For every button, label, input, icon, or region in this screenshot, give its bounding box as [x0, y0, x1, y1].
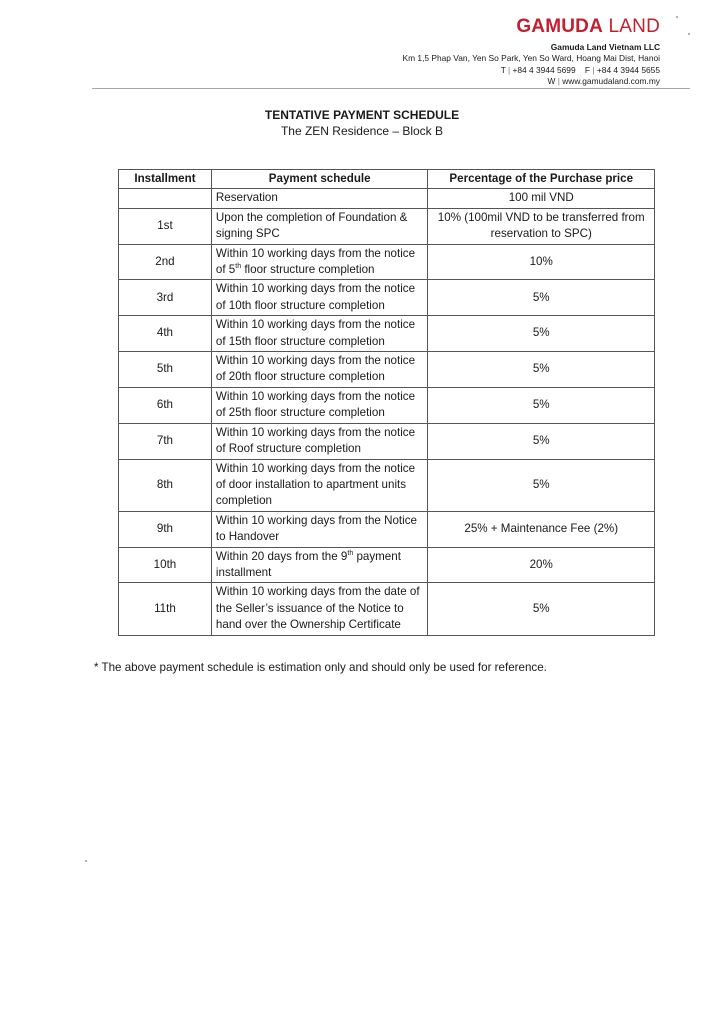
installment-cell: 9th [119, 511, 212, 547]
ordinal-suffix: th [347, 549, 354, 557]
table-row [119, 511, 655, 547]
table-row [119, 459, 655, 511]
percentage-cell: 20% [428, 547, 655, 583]
header-payment-schedule: Payment schedule [211, 170, 428, 189]
table-row [119, 547, 655, 583]
schedule-cell [211, 244, 428, 280]
web-separator: | [557, 76, 560, 87]
table-row [119, 387, 655, 423]
percentage-cell: 5% [428, 423, 655, 459]
installment-cell: 2nd [119, 244, 212, 280]
percentage-cell: 5% [428, 459, 655, 511]
percentage-cell: 100 mil VND [428, 189, 655, 208]
installment-cell: 5th [119, 352, 212, 388]
company-name: Gamuda Land Vietnam LLC [550, 42, 660, 52]
web-label: W [547, 76, 556, 87]
tel-number: +84 4 3944 5699 [512, 64, 576, 75]
schedule-text: Within 20 days from the 9 [215, 549, 348, 563]
logo-light-text: LAND [608, 16, 660, 37]
header-percentage: Percentage of the Purchase price [428, 170, 655, 189]
schedule-cell: Within 10 working days from the date of the Seller’s issuance of the Notice to hand over the Ownership Certificate [211, 583, 428, 635]
table-row [119, 352, 655, 388]
installment-cell: 7th [119, 423, 212, 459]
schedule-cell: Within 10 working days from the notice of 20th floor structure completion [211, 352, 428, 388]
schedule-cell: Within 10 working days from the notice of 10th floor structure completion [211, 280, 428, 316]
schedule-cell: Within 10 working days from the notice of Roof structure completion [211, 423, 428, 459]
website-link[interactable]: www.gamudaland.com.my [562, 76, 660, 87]
ordinal-suffix: th [235, 263, 242, 271]
tel-separator: | [507, 64, 511, 75]
scan-speck [676, 16, 678, 18]
percentage-cell: 5% [428, 352, 655, 388]
gamuda-land-logo [516, 16, 660, 38]
table-row [119, 244, 655, 280]
schedule-cell: Within 10 working days from the Notice to Handover [211, 511, 428, 547]
installment-cell: 6th [119, 387, 212, 423]
header-installment: Installment [119, 170, 212, 189]
schedule-cell: Reservation [211, 189, 428, 208]
scan-speck [85, 860, 87, 862]
percentage-cell: 25% + Maintenance Fee (2%) [428, 511, 655, 547]
table-row [119, 280, 655, 316]
schedule-cell: Within 10 working days from the notice of 15th floor structure completion [211, 316, 428, 352]
table-row-reservation [119, 189, 655, 208]
phone-fax-line [403, 65, 660, 76]
installment-cell: 4th [119, 316, 212, 352]
schedule-text: floor structure completion [241, 263, 375, 277]
installment-cell: 3rd [119, 280, 212, 316]
company-contact-block [403, 42, 660, 88]
fax-label: F [584, 64, 591, 75]
fax-separator: | [592, 64, 595, 75]
percentage-cell: 10% [428, 244, 655, 280]
installment-cell: 8th [119, 459, 212, 511]
table-header-row [119, 170, 655, 189]
schedule-cell [211, 547, 428, 583]
percentage-cell: 5% [428, 387, 655, 423]
schedule-cell: Upon the completion of Foundation & signing SPC [211, 208, 428, 244]
percentage-cell: 5% [428, 316, 655, 352]
document-subtitle: The ZEN Residence – Block B [280, 124, 444, 138]
logo-bold-text: GAMUDA [516, 16, 604, 37]
percentage-cell: 10% (100mil VND to be transferred from reservation to SPC) [428, 208, 655, 244]
installment-cell: 11th [119, 583, 212, 635]
percentage-cell: 5% [428, 280, 655, 316]
document-title: TENTATIVE PAYMENT SCHEDULE [264, 108, 460, 122]
installment-cell-empty [119, 189, 212, 208]
header-divider [92, 88, 690, 89]
fax-number: +84 4 3944 5655 [596, 64, 660, 75]
schedule-text: Within 10 working days from the notice of 5 [215, 246, 416, 277]
schedule-text: payment installment [215, 549, 401, 579]
scan-speck [688, 33, 690, 35]
table-row [119, 208, 655, 244]
footnote: * The above payment schedule is estimation only and should only be used for reference. [94, 661, 547, 674]
company-address: Km 1,5 Phap Van, Yen So Park, Yen So Ward, Hoang Mai Dist, Hanoi [402, 53, 660, 64]
tel-label: T [500, 64, 506, 75]
payment-schedule-table [118, 169, 655, 636]
schedule-cell: Within 10 working days from the notice of door installation to apartment units completion [211, 459, 428, 511]
table-row [119, 583, 655, 635]
percentage-cell: 5% [428, 583, 655, 635]
installment-cell: 10th [119, 547, 212, 583]
schedule-cell: Within 10 working days from the notice of 25th floor structure completion [211, 387, 428, 423]
installment-cell: 1st [119, 208, 212, 244]
table-row [119, 423, 655, 459]
web-line [403, 76, 660, 87]
table-row [119, 316, 655, 352]
